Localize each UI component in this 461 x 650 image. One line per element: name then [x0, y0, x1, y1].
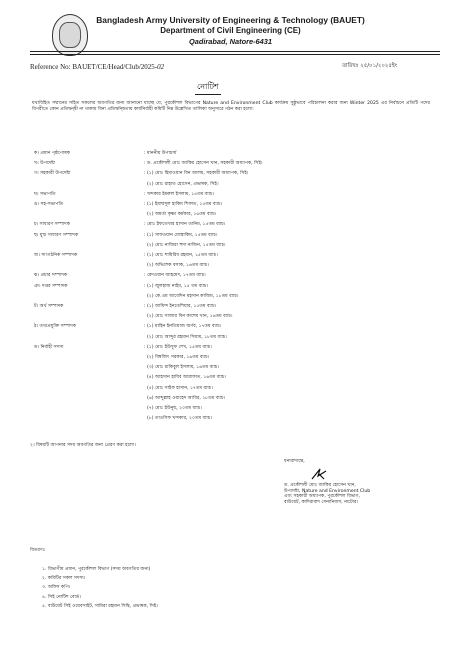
committee-member: : (১) মাহিন ইনতিয়াজ অর্ণব, ১৭তম ব্যাচ। [144, 324, 222, 330]
distribution-list [42, 565, 158, 611]
committee-position: গ। সহকারী উপদেষ্টা [34, 171, 71, 177]
signatory-line: ড. প্রকৌশলী মোঃ জাকির হোসেন খান, [284, 483, 356, 488]
committee-member: : (১) মোঃ শামিরিব রহমান, ১৫তম ব্যাচ। [144, 253, 218, 258]
committee-position: খ। উপদেষ্টা [34, 161, 56, 167]
notice-title: নোটিশ [195, 81, 221, 95]
committee-position: ঙ। সহ-সভাপতি [34, 202, 64, 207]
committee-member: (২) বিশ্বজিৎ সরকার, ১৬তম ব্যাচ। [147, 355, 210, 360]
notice-date: তারিখঃ ২৫/০১/২০২৫ইং [342, 63, 398, 69]
committee-position: চ। সাধারণ সম্পাদক [34, 222, 70, 228]
reference-number: 02 [157, 63, 165, 71]
committee-position: ঞ। দপ্তর সম্পাদক [34, 283, 68, 289]
committee-member: : (১) মোঃ ইউসুফ শেখ, ১৫তম ব্যাচ। [144, 344, 212, 350]
distribution-item: ১. বিভাগীয় প্রধান, পুরকৌশল বিভাগ (সদয় অবগতির জন্য) [42, 567, 151, 572]
distribution-item: ২. কমিটির সকল সদস্য। [42, 576, 86, 582]
closing-point: ২। বিষয়টি আপনার সদয় অবগতির জন্য প্রেরণ করা হলো। [30, 443, 136, 448]
committee-position: জ। সাংগঠনিক সম্পাদক [34, 253, 78, 258]
distribution-title: বিতরণঃ [30, 548, 46, 553]
header-divider-thin [30, 54, 440, 55]
committee-member: (৭) মোঃ ইউনুছ, ২০তম ব্যাচ। [147, 406, 202, 411]
committee-member: : খন্দকার ইমরুল ইসলাম, ১৫তম ব্যাচ। [144, 191, 215, 197]
committee-member: (৬) আব্দুল্লাহ ওয়াহেদ আবির, ১৮তম ব্যাচ। [147, 395, 226, 401]
committee-member: (৮) তাওসিফ খন্দকার, ২০তম ব্যাচ। [147, 416, 212, 422]
header-divider [30, 51, 440, 52]
committee-member: (৫) মোঃ সাইফ হাসান, ১৭তম ব্যাচ। [147, 385, 213, 391]
committee-member: : মাননীয় উপাচার্য [144, 151, 177, 156]
committee-member: : (১) জুলহাজ নাইম, ১৫ তম ব্যাচ। [144, 283, 209, 289]
distribution-item: ৪. সিই নোটিশ বোর্ড। [42, 594, 81, 600]
committee-position: ক। প্রধান পৃষ্ঠপোষক [34, 151, 71, 156]
distribution-item: ৫. বাউয়েট সিই ওয়েবসাইট, সামিরা রহমান সিন্থি, প্রভাষক, সিই। [42, 603, 158, 609]
committee-member: (২) কে.এম আবেদিন মহসান কাজিম, ১৮তম ব্যাচ। [147, 293, 239, 299]
committee-position: ট। অর্থ সম্পাদক [34, 304, 64, 309]
distribution-item: ৩. অফিস কপি। [42, 585, 71, 591]
reference-label: Reference No: BAUET/CE/Head/Club/2025- [30, 63, 158, 71]
committee-member: (২) অভিশেক বসাক, ১৬তম ব্যাচ। [147, 263, 209, 269]
committee-member: : (১) সাফওয়ান মোস্তাকিম, ১৫তম ব্যাচ। [144, 232, 218, 238]
committee-member: (২) অমর্ত্য কৃষ্ণা কর্মকার, ১৬তম ব্যাচ। [147, 212, 217, 218]
committee-member: : মোঃ ইফতেখার হাসান তানিম, ১৫তম ব্যাচ। [144, 222, 226, 228]
committee-member: (৩) মোঃ রাকিবুল ইসলাম, ১৬তম ব্যাচ। [147, 365, 219, 371]
committee-position: ছ। যুগ্ম সাধারণ সম্পাদক [34, 232, 79, 238]
thanks-line: ধন্যবাদান্তে, [284, 459, 305, 464]
signatory-line: উপদেষ্টা, Nature and Environment Club [284, 488, 371, 494]
committee-member: (২) মোঃ সাজার বিন কাশেম খান, ১৬তম ব্যাচ। [147, 314, 233, 320]
committee-member: : (১) মোঃ হিমাওয়ান বিন আলম, সহকারী অধ্যাপক, সিই। [144, 171, 249, 177]
committee-member: (২) মোঃ নাজিরা হুদা নাজিন, ১৫তম ব্যাচ। [147, 242, 226, 248]
department-name: Department of Civil Engineering (CE) [160, 26, 301, 35]
committee-member: : (১) আযিন্দ ইনতেশিয়ার, ১৫তম ব্যাচ। [144, 304, 217, 309]
committee-member: (২) মোঃ আব্দুর রহমান সিয়াম, ১৮তম ব্যাচ। [147, 334, 227, 340]
signatory-block [284, 483, 370, 505]
committee-member: : ড. প্রকৌশলী মোঃ জাকির হোসেন খান, সহকারী অধ্যাপক, সিই। [144, 161, 263, 167]
committee-member: : (১) ইমাম্মদুল হাকিম শিফাত, ১৫তম ব্যাচ। [144, 202, 223, 207]
committee-member: (৪) আহসান হাবিব আরাফাত, ১৬তম ব্যাচ। [147, 375, 227, 381]
signature-mark [310, 467, 330, 481]
committee-position: ড। নির্বাহী সদস্য [34, 344, 64, 350]
intro-paragraph: যথাবিহিত সম্মানের সহিত সকলের অবগতির জন্য জানানো যাচ্ছে যে, পুরকৌশল বিভাগের Nature and Environment Club কার্যক্রম সুষ্ঠুভাবে পরিচালনা করার জন্য Winter 2025 এর নির্বাচনে প্রতিটি পদের বিপরীতে কোন প্রতিদ্বন্দ্বী না থাকায় বিনা প্রতিদ্বন্দ্বিতায় কার্যনির্বাহী কমিটি নিম্ন উল্লেখিত তালিকা অনুসারে গঠন করা হলো: [32, 101, 430, 113]
committee-position: ঘ। সভাপতি [34, 191, 56, 197]
reference-line [30, 63, 164, 71]
signatory-line: এবং সহকারী অধ্যাপক, পুরকৌশল বিভাগ, [284, 494, 360, 500]
committee-position: ঝ। প্রচার সম্পাদক [34, 273, 68, 279]
committee-member: (২) মোঃ রাহাত হোসেন, প্রভাষক, সিই। [147, 181, 219, 187]
signatory-line: বাউয়েট, কাদিরাবাদ সেনানিবাস, নাটোর। [284, 499, 359, 505]
university-name: Bangladesh Army University of Engineering & Technology (BAUET) [96, 15, 365, 25]
committee-position: ঠ। তথ্যপ্রযুক্তি সম্পাদক [34, 324, 76, 330]
address: Qadirabad, Natore-6431 [189, 37, 272, 46]
committee-member: : রেদওয়ান আহমেদ, ১৭তম ব্যাচ। [144, 273, 206, 279]
